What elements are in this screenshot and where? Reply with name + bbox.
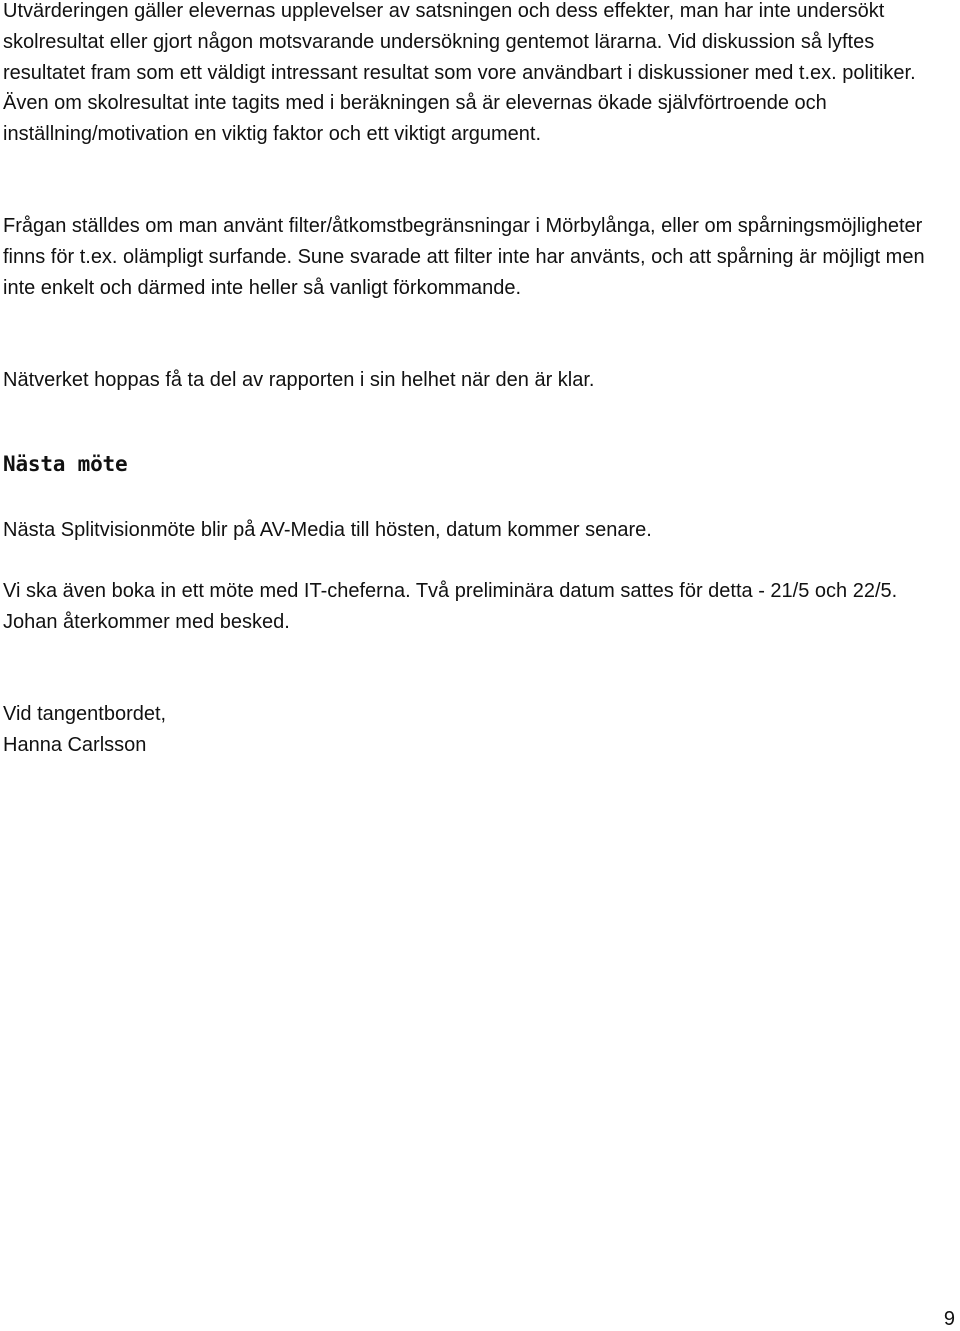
paragraph-next-meeting: Nästa Splitvisionmöte blir på AV-Media till hösten, datum kommer senare. — [3, 519, 652, 541]
page-number: 9 — [943, 1308, 955, 1330]
closing-signature — [3, 699, 953, 761]
paragraph-filter-question: Frågan ställdes om man använt filter/åtkomstbegränsningar i Mörbylånga, eller om spårningsmöjligheter finns för t.ex. olämpligt surfande. Sune svarade att filter inte har använts, och att spårning är möjligt men inte enkelt och därmed inte heller så vanligt förkommande. — [3, 215, 925, 299]
paragraph-evaluation: Utvärderingen gäller elevernas upplevelser av satsningen och dess effekter, man har inte undersökt skolresultat eller gjort någon motsvarande undersökning gentemot lärarna. Vid diskussion så lyftes resultatet fram som ett väldigt intressant resultat som vore användbart i diskussioner med t.ex. politiker. Även om skolresultat inte tagits med i beräkningen så är elevernas ökade självförtroende och inställning/motivation en viktig faktor och ett viktigt argument. — [3, 0, 916, 146]
section-heading-next-meeting: Nästa möte — [3, 452, 128, 476]
closing-name: Hanna Carlsson — [3, 733, 147, 756]
paragraph-report: Nätverket hoppas få ta del av rapporten i sin helhet när den är klar. — [3, 369, 595, 391]
closing-line-1: Vid tangentbordet, — [3, 703, 167, 725]
paragraph-it-managers-meeting: Vi ska även boka in ett möte med IT-cheferna. Två preliminära datum sattes för detta - 21/5 och 22/5. Johan återkommer med besked. — [3, 580, 898, 633]
